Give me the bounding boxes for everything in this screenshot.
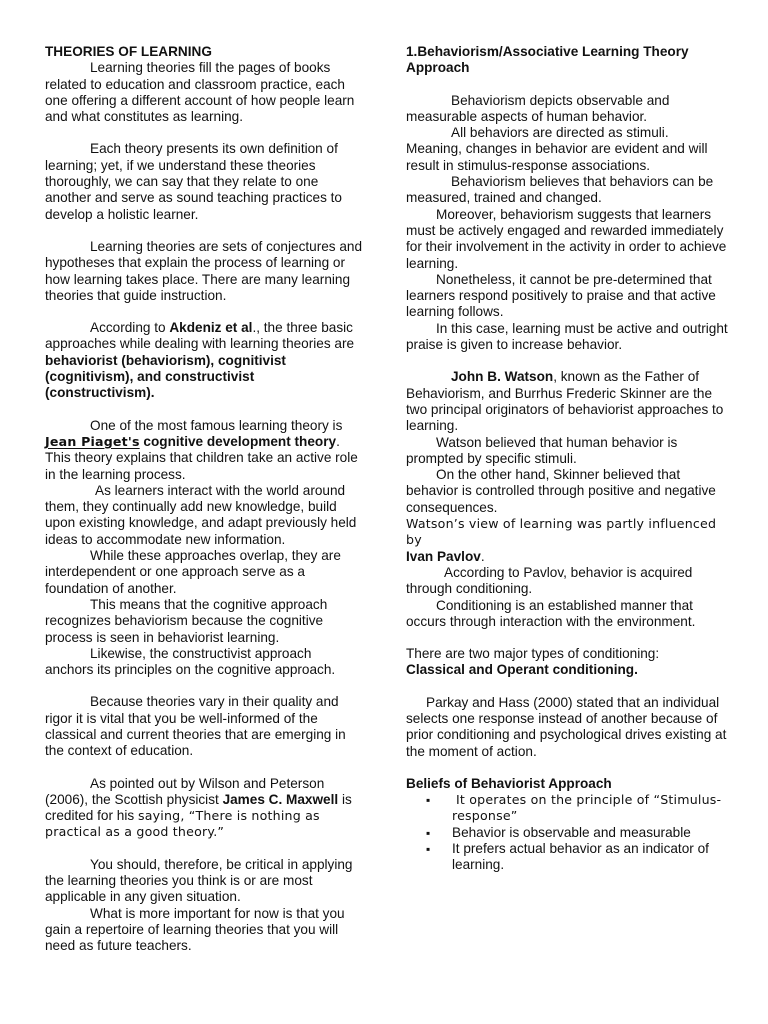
- paragraph: On the other hand, Skinner believed that behavior is controlled through positive and negative consequences.: [406, 467, 716, 515]
- list-item: ▪ Behavior is observable and measurable: [406, 825, 728, 841]
- paragraph: Behaviorism depicts observable and measurable aspects of human behavior.: [406, 92, 670, 124]
- paragraph: This means that the cognitive approach recognizes behaviorism because the cognitive process is seen in behaviorist learning.: [45, 596, 328, 645]
- page-title: THEORIES OF LEARNING: [45, 44, 212, 59]
- paragraph: As pointed out by Wilson and Peterson (2006), the Scottish physicist James C. Maxwell is credited for his saying, “There is nothing as practical as a good theory.”: [45, 775, 352, 840]
- paragraph: Moreover, behaviorism suggests that learners must be actively engaged and rewarded immediately for their involvement in the activity in order to achieve learning.: [406, 206, 727, 271]
- paragraph: One of the most famous learning theory is Jean Piaget's cognitive development theory. This theory explains that children take an active role in the learning process.: [45, 417, 358, 482]
- paragraph: Learning theories fill the pages of books related to education and classroom practice, each one offering a different account of how people learn and what constitutes as learning.: [45, 60, 355, 125]
- paragraph: In this case, learning must be active and outright praise is given to increase behavior.: [406, 320, 728, 353]
- paragraph: Learning theories are sets of conjectures and hypotheses that explain the process of learning or how learning takes place. There are many learning theories that guide instruction.: [45, 238, 363, 303]
- paragraph: Behaviorism believes that behaviors can be measured, trained and changed.: [406, 174, 714, 206]
- paragraph: Because theories vary in their quality and rigor it is vital that you be well-informed of the classical and current theories that are emerging in the context of education.: [45, 694, 346, 759]
- paragraph: Each theory presents its own definition of learning; yet, if we understand these theories thoroughly, we can say that they relate to one another and serve as sound teaching practices to develop a holistic learner.: [45, 141, 342, 222]
- paragraph: John B. Watson, known as the Father of Behaviorism, and Burrhus Frederic Skinner are the two principal originators of behaviorist approaches to learning.: [406, 369, 724, 434]
- piaget-name: Jean Piaget's: [45, 433, 140, 449]
- paragraph: Nonetheless, it cannot be pre-determined that learners respond positively to praise and that active learning follows.: [406, 271, 716, 320]
- beliefs-list: [406, 792, 728, 873]
- paragraph: According to Pavlov, behavior is acquired through conditioning.: [406, 564, 693, 597]
- list-item: ▪ It prefers actual behavior as an indicator of learning.: [406, 841, 728, 874]
- paragraph: There are two major types of conditioning: Classical and Operant conditioning.: [406, 646, 660, 678]
- right-column: [406, 44, 728, 874]
- paragraph: Parkay and Hass (2000) stated that an individual selects one response instead of another because of prior conditioning and psychological drives existing at the moment of action.: [406, 694, 727, 759]
- paragraph: You should, therefore, be critical in applying the learning theories you think is or are most applicable in any given situation.: [45, 856, 353, 905]
- paragraph: Watson believed that human behavior is prompted by specific stimuli.: [406, 434, 678, 466]
- paragraph: As learners interact with the world around them, they continually add new knowledge, build upon existing knowledge, and adapt previously held ideas to accommodate new information.: [45, 482, 357, 547]
- paragraph: All behaviors are directed as stimuli. Meaning, changes in behavior are evident and will result in stimulus-response associations.: [406, 125, 708, 173]
- beliefs-heading: Beliefs of Behaviorist Approach: [406, 775, 612, 791]
- paragraph: While these approaches overlap, they are interdependent or one approach serve as a foundation of another.: [45, 548, 341, 596]
- list-item: ▪ It operates on the principle of “Stimulus-response”: [406, 792, 728, 825]
- section-heading: 1.Behaviorism/Associative Learning Theory Approach: [406, 44, 689, 76]
- paragraph: According to Akdeniz et al., the three basic approaches while dealing with learning theories are behaviorist (behaviorism), cognitivist (cognitivism), and constructivist (constructivism).: [45, 320, 355, 401]
- left-column: [45, 44, 363, 955]
- paragraph: Likewise, the constructivist approach anchors its principles on the cognitive approach.: [45, 645, 336, 678]
- paragraph: What is more important for now is that you gain a repertoire of learning theories that you will need as future teachers.: [45, 905, 345, 954]
- paragraph: Conditioning is an established manner that occurs through interaction with the environment.: [406, 597, 696, 629]
- paragraph: Watson’s view of learning was partly influenced by Ivan Pavlov.: [406, 516, 717, 564]
